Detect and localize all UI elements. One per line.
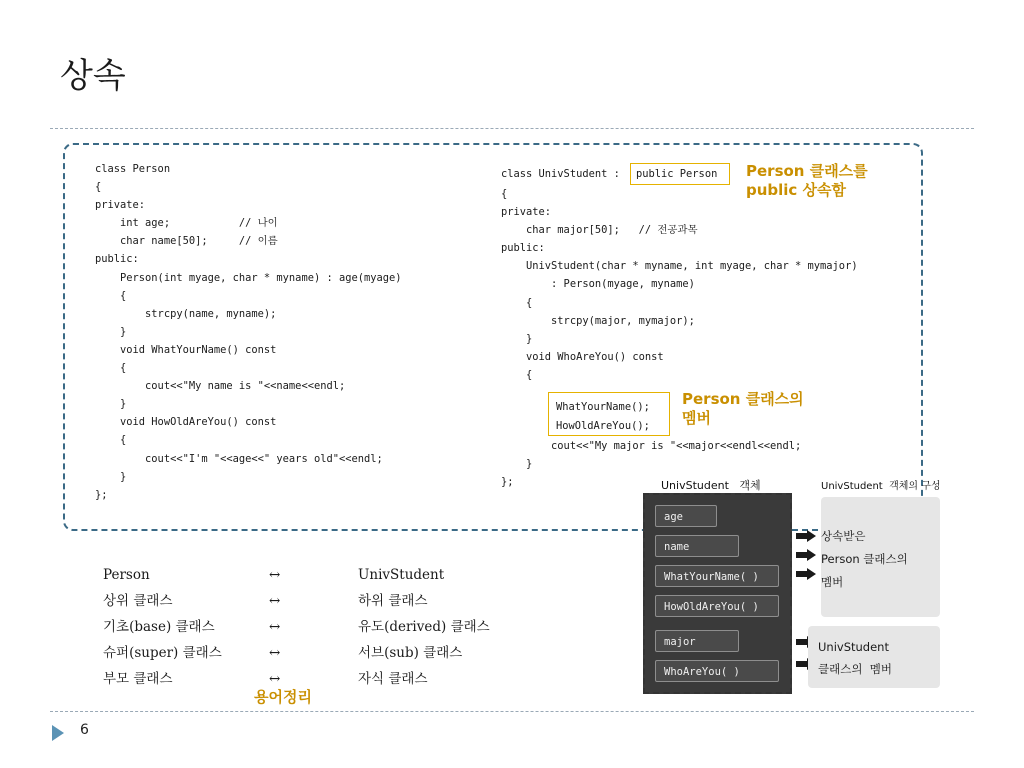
slot-age: age (655, 505, 717, 527)
page-title: 상속 (60, 56, 126, 96)
terms-arrow-column (269, 562, 280, 692)
slot-name: name (655, 535, 739, 557)
inherited-members-group (821, 497, 940, 617)
object-label: UnivStudent 객체 (661, 479, 761, 492)
slot-major: major (655, 630, 739, 652)
page-marker-icon (52, 725, 64, 741)
term-left: 상위 클래스 (103, 593, 173, 609)
terms-caption: 용어정리 (254, 688, 312, 706)
term-left: 기초(base) 클래스 (103, 619, 215, 635)
code-univstudent-header: class UnivStudent : (501, 168, 627, 180)
inherited-members-text: 상속받은 Person 클래스의 멤버 (821, 529, 908, 589)
code-univstudent-tail: cout<<"My major is "<<major<<endl<<endl; } }; (501, 440, 802, 489)
page-number: 6 (80, 722, 89, 738)
term-right: 자식 클래스 (358, 671, 428, 687)
terms-left-column (103, 562, 222, 692)
own-members-group (808, 626, 940, 688)
double-arrow-icon: ↔ (269, 619, 281, 635)
slot-whoareyou: WhoAreYou( ) (655, 660, 779, 682)
code-univstudent-body: { private: char major[50]; // 전공과목 public: UnivStudent(char * myname, int myage, char * mymajor) : Person(myage, myname) { strcpy(major, mymajor); } void WhoAreYou() const { (501, 188, 858, 381)
double-arrow-icon: ↔ (269, 671, 281, 687)
right-arrow-icon (796, 530, 816, 542)
term-right: 유도(derived) 클래스 (358, 619, 490, 635)
bottom-divider (50, 711, 974, 712)
term-left: 부모 클래스 (103, 671, 173, 687)
right-arrow-icon (796, 549, 816, 561)
own-members-text: UnivStudent 클래스의 멤버 (818, 640, 892, 676)
term-right: 서브(sub) 클래스 (358, 645, 463, 661)
code-public-person: public Person (636, 168, 718, 180)
slot-whatyourname: WhatYourName( ) (655, 565, 779, 587)
double-arrow-icon: ↔ (269, 645, 281, 661)
structure-label: UnivStudent 객체의 구성 (821, 481, 941, 492)
term-left: 슈퍼(super) 클래스 (103, 645, 222, 661)
double-arrow-icon: ↔ (269, 567, 281, 583)
terms-right-column (358, 562, 490, 692)
code-person-class: class Person { private: int age; // 나이 char name[50]; // 이름 public: Person(int myage, char * myname) : age(myage) { strcpy(name, myname); } void WhatYourName() const { cout<<"My name is "<<name<<endl; } void HowOldAreYou() const { cout<<"I'm "<<age<<" years old"<<endl; } }; (95, 163, 402, 501)
term-right: 하위 클래스 (358, 593, 428, 609)
slot-howoldareyou: HowOldAreYou( ) (655, 595, 779, 617)
term-left: Person (103, 567, 150, 583)
double-arrow-icon: ↔ (269, 593, 281, 609)
top-divider (50, 128, 974, 129)
right-arrow-icon (796, 568, 816, 580)
term-right: UnivStudent (358, 567, 445, 583)
member-note: Person 클래스의 멤버 (682, 390, 804, 427)
inherit-note: Person 클래스를 public 상속함 (746, 162, 868, 199)
code-member-calls: WhatYourName(); HowOldAreYou(); (556, 401, 650, 432)
object-frame (643, 493, 792, 694)
